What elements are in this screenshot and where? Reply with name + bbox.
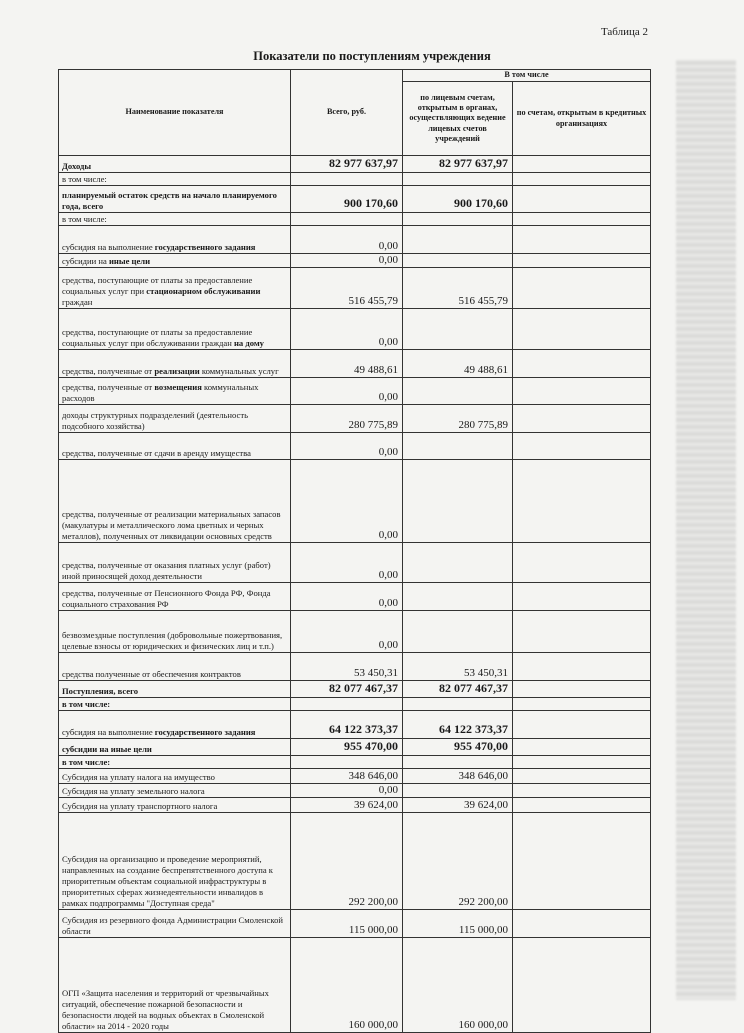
row-kred-value — [513, 405, 651, 433]
header-lic: по лицевым счетам, открытым в органах, осуществляющих ведение лицевых счетов учреждений — [403, 82, 513, 156]
row-name-text: Доходы — [62, 161, 92, 171]
row-kred-value — [513, 611, 651, 653]
row-kred-value — [513, 698, 651, 711]
row-kred-value — [513, 433, 651, 460]
row-lic-value — [403, 433, 513, 460]
row-kred-value — [513, 378, 651, 405]
row-name — [59, 756, 291, 769]
row-lic-value — [403, 543, 513, 583]
row-lic-value — [403, 611, 513, 653]
table-row — [59, 460, 651, 543]
row-name — [59, 226, 291, 254]
header-name: Наименование показателя — [59, 70, 291, 156]
row-lic-value: 82 077 467,37 — [403, 681, 513, 698]
row-name-text: безвозмездные поступления (добровольные пожертвования, целевые взносы от юридических и физических лиц и т.п.) — [62, 630, 283, 651]
row-name — [59, 583, 291, 611]
row-name-text: субсидии на — [62, 256, 109, 266]
row-name — [59, 156, 291, 173]
row-name — [59, 186, 291, 213]
page-title: Показатели по поступлениям учреждения — [253, 49, 491, 63]
row-total-value: 82 077 467,37 — [291, 681, 403, 698]
row-name-text: средства, полученные от Пенсионного Фонда РФ, Фонда социального страхования РФ — [62, 588, 271, 609]
row-name — [59, 653, 291, 681]
row-kred-value — [513, 156, 651, 173]
row-total-value — [291, 756, 403, 769]
row-name — [59, 611, 291, 653]
row-name-text: планируемый остаток средств на начало планируемого года, всего — [62, 190, 277, 211]
revenue-table-container — [58, 69, 650, 1033]
row-kred-value — [513, 798, 651, 813]
row-lic-value: 39 624,00 — [403, 798, 513, 813]
row-name-emphasis: государственного задания — [154, 242, 256, 252]
row-name — [59, 460, 291, 543]
row-kred-value — [513, 653, 651, 681]
row-lic-value: 348 646,00 — [403, 769, 513, 784]
table-row — [59, 213, 651, 226]
row-name-emphasis: реализации — [154, 366, 200, 376]
row-name-text: средства, полученные от — [62, 366, 155, 376]
row-total-value: 82 977 637,97 — [291, 156, 403, 173]
row-name-text: средства, полученные от сдачи в аренду имущества — [62, 448, 251, 458]
row-total-value: 0,00 — [291, 226, 403, 254]
row-name-text: субсидия на выполнение — [62, 727, 155, 737]
row-name — [59, 173, 291, 186]
row-name-suffix: граждан — [62, 297, 93, 307]
row-total-value: 348 646,00 — [291, 769, 403, 784]
row-name — [59, 769, 291, 784]
row-name-emphasis: иные цели — [108, 256, 151, 266]
row-total-value: 49 488,61 — [291, 350, 403, 378]
row-name-text: средства полученные от обеспечения контрактов — [62, 669, 241, 679]
row-name — [59, 213, 291, 226]
table-row — [59, 156, 651, 173]
row-name-suffix: коммунальных расходов — [62, 382, 259, 403]
row-total-value: 0,00 — [291, 583, 403, 611]
table-number-label: Таблица 2 — [600, 26, 648, 38]
row-lic-value — [403, 254, 513, 268]
row-kred-value — [513, 784, 651, 798]
row-name — [59, 405, 291, 433]
row-name — [59, 681, 291, 698]
row-total-value: 280 775,89 — [291, 405, 403, 433]
row-name — [59, 739, 291, 756]
row-kred-value — [513, 460, 651, 543]
row-total-value: 64 122 373,37 — [291, 711, 403, 739]
row-name-text: в том числе: — [62, 757, 111, 767]
table-row — [59, 226, 651, 254]
table-row — [59, 910, 651, 938]
row-kred-value — [513, 910, 651, 938]
table-row — [59, 784, 651, 798]
row-lic-value: 292 200,00 — [403, 813, 513, 910]
table-row — [59, 186, 651, 213]
row-total-value: 0,00 — [291, 309, 403, 350]
row-name — [59, 784, 291, 798]
row-lic-value: 955 470,00 — [403, 739, 513, 756]
row-total-value: 0,00 — [291, 433, 403, 460]
row-lic-value — [403, 173, 513, 186]
table-row — [59, 611, 651, 653]
row-kred-value — [513, 681, 651, 698]
row-name-suffix: коммунальных услуг — [199, 366, 279, 376]
table-row — [59, 583, 651, 611]
row-name-text: Субсидия на уплату налога на имущество — [62, 772, 215, 782]
row-name-emphasis: государственного задания — [154, 727, 256, 737]
table-row — [59, 769, 651, 784]
row-kred-value — [513, 583, 651, 611]
table-row — [59, 405, 651, 433]
row-total-value: 955 470,00 — [291, 739, 403, 756]
table-row — [59, 378, 651, 405]
table-row — [59, 739, 651, 756]
row-kred-value — [513, 226, 651, 254]
row-kred-value — [513, 769, 651, 784]
row-total-value: 516 455,79 — [291, 268, 403, 309]
row-name — [59, 711, 291, 739]
row-kred-value — [513, 739, 651, 756]
row-lic-value: 115 000,00 — [403, 910, 513, 938]
row-name-emphasis: на дому — [233, 338, 264, 348]
table-row — [59, 543, 651, 583]
row-total-value: 0,00 — [291, 543, 403, 583]
row-lic-value — [403, 226, 513, 254]
table-row — [59, 653, 651, 681]
row-total-value: 39 624,00 — [291, 798, 403, 813]
row-total-value: 0,00 — [291, 611, 403, 653]
row-total-value — [291, 213, 403, 226]
row-name-text: средства, полученные от реализации материальных запасов (макулатуры и металлического лома цветных и черных металлов), полученных от ликвидации основных средств — [62, 509, 281, 541]
row-name — [59, 543, 291, 583]
row-name-text: в том числе: — [62, 214, 107, 224]
row-lic-value — [403, 460, 513, 543]
row-name-emphasis: стационарном обслуживании — [146, 286, 261, 296]
row-name-text: Субсидия из резервного фонда Администрации Смоленской области — [62, 915, 283, 936]
row-lic-value — [403, 309, 513, 350]
header-total: Всего, руб. — [291, 70, 403, 156]
row-name-text: субсидия на выполнение — [62, 242, 155, 252]
row-name-text: субсидии на иные цели — [62, 744, 152, 754]
row-kred-value — [513, 213, 651, 226]
header-group: В том числе — [403, 70, 651, 82]
row-name-text: средства, поступающие от платы за предоставление социальных услуг при — [62, 275, 253, 296]
row-kred-value — [513, 756, 651, 769]
row-lic-value — [403, 698, 513, 711]
row-kred-value — [513, 309, 651, 350]
row-name — [59, 309, 291, 350]
row-kred-value — [513, 813, 651, 910]
row-name — [59, 350, 291, 378]
row-lic-value — [403, 756, 513, 769]
row-name-text: в том числе: — [62, 174, 107, 184]
row-kred-value — [513, 173, 651, 186]
row-name-text: Субсидия на уплату земельного налога — [62, 786, 205, 796]
row-lic-value: 160 000,00 — [403, 938, 513, 1033]
row-kred-value — [513, 711, 651, 739]
row-name-text: Поступления, всего — [62, 686, 139, 696]
row-total-value — [291, 698, 403, 711]
row-name — [59, 798, 291, 813]
row-name — [59, 813, 291, 910]
row-total-value: 0,00 — [291, 378, 403, 405]
row-lic-value: 280 775,89 — [403, 405, 513, 433]
row-lic-value — [403, 378, 513, 405]
row-kred-value — [513, 543, 651, 583]
revenue-table — [58, 69, 651, 1033]
row-total-value: 0,00 — [291, 784, 403, 798]
row-name — [59, 433, 291, 460]
row-total-value: 292 200,00 — [291, 813, 403, 910]
row-lic-value: 516 455,79 — [403, 268, 513, 309]
row-kred-value — [513, 254, 651, 268]
row-name-text: средства, полученные от — [62, 382, 155, 392]
row-lic-value: 900 170,60 — [403, 186, 513, 213]
row-name — [59, 254, 291, 268]
row-kred-value — [513, 268, 651, 309]
row-name-text: средства, поступающие от платы за предоставление социальных услуг при обслуживании граждан — [62, 327, 253, 348]
row-name-text: Субсидия на уплату транспортного налога — [62, 801, 218, 811]
table-row — [59, 813, 651, 910]
header-kred: по счетам, открытым в кредитных организациях — [513, 82, 651, 156]
row-name-text: средства, полученные от оказания платных услуг (работ) иной приносящей доход деятельности — [62, 560, 271, 581]
row-total-value: 115 000,00 — [291, 910, 403, 938]
row-lic-value — [403, 213, 513, 226]
table-row — [59, 756, 651, 769]
table-row — [59, 938, 651, 1033]
row-name — [59, 938, 291, 1033]
row-name-text: ОГП «Защита населения и территорий от чрезвычайных ситуаций, обеспечение пожарной безопасности и безопасности людей на водных объектах в Смоленской области» на 2014 - 2020 годы — [62, 988, 269, 1031]
row-lic-value: 49 488,61 — [403, 350, 513, 378]
row-total-value: 900 170,60 — [291, 186, 403, 213]
row-name — [59, 268, 291, 309]
row-lic-value: 53 450,31 — [403, 653, 513, 681]
row-kred-value — [513, 186, 651, 213]
row-name-text: доходы структурных подразделений (деятельность подсобного хозяйства) — [62, 410, 249, 431]
table-row — [59, 681, 651, 698]
row-total-value: 53 450,31 — [291, 653, 403, 681]
row-total-value: 160 000,00 — [291, 938, 403, 1033]
table-row — [59, 711, 651, 739]
scan-smudge — [676, 60, 736, 1000]
table-row — [59, 698, 651, 711]
table-row — [59, 309, 651, 350]
row-kred-value — [513, 938, 651, 1033]
table-row — [59, 433, 651, 460]
row-total-value — [291, 173, 403, 186]
row-total-value: 0,00 — [291, 460, 403, 543]
table-row — [59, 798, 651, 813]
row-lic-value: 64 122 373,37 — [403, 711, 513, 739]
row-total-value: 0,00 — [291, 254, 403, 268]
row-lic-value: 82 977 637,97 — [403, 156, 513, 173]
row-name-text: в том числе: — [62, 699, 111, 709]
row-name-text: Субсидия на организацию и проведение мероприятий, направленных на создание беспрепятственного доступа к приоритетным объектам социальной инфраструктуры в приоритетных сферах жизнедеятельности инвалидов в рамках подпрограммы "Доступная среда" — [62, 854, 273, 908]
row-name-emphasis: возмещения — [154, 382, 202, 392]
row-kred-value — [513, 350, 651, 378]
table-row — [59, 254, 651, 268]
row-name — [59, 910, 291, 938]
row-name — [59, 378, 291, 405]
row-name — [59, 698, 291, 711]
table-row — [59, 173, 651, 186]
row-lic-value — [403, 784, 513, 798]
table-row — [59, 268, 651, 309]
row-lic-value — [403, 583, 513, 611]
table-row — [59, 350, 651, 378]
